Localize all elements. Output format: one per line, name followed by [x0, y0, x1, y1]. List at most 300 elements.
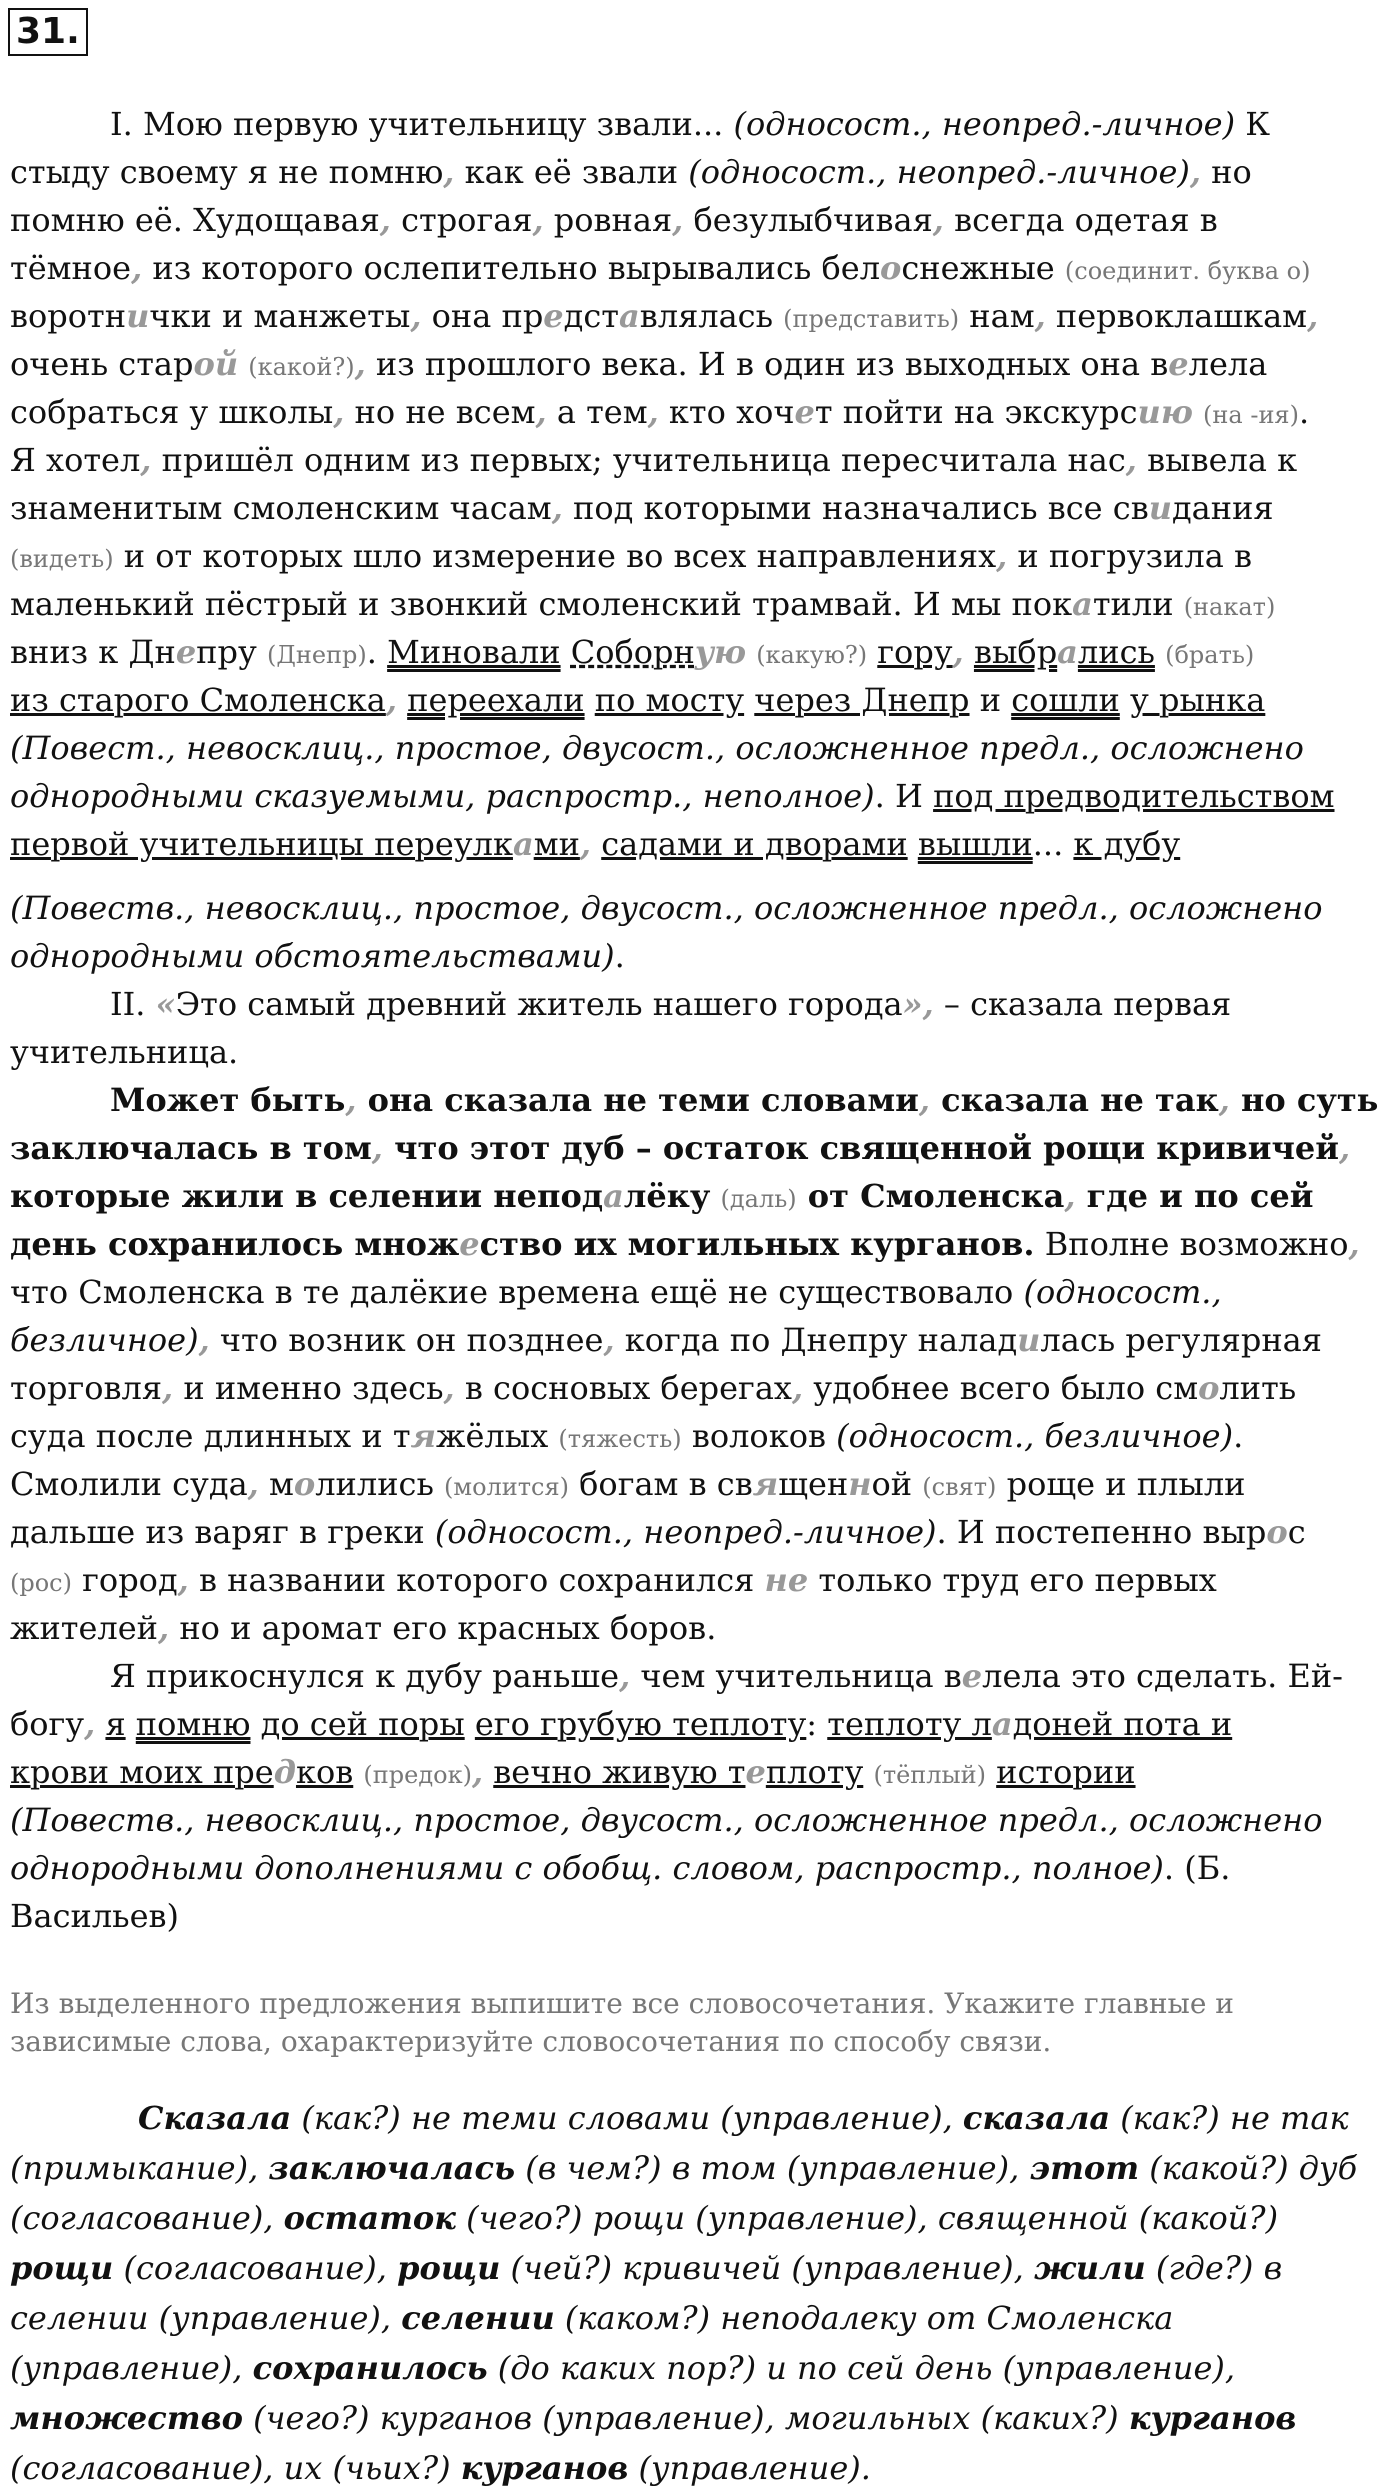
- text-segment: I. Мою первую учительницу звали...: [110, 105, 734, 143]
- answer-segment: этот: [1029, 2149, 1140, 2187]
- text-line: [10, 392, 1309, 435]
- text-segment: (соединит. буква о): [1064, 257, 1311, 285]
- text-segment: под которыми назначались все св: [562, 489, 1149, 527]
- text-segment: по мосту: [594, 681, 745, 719]
- text-line: [10, 296, 1318, 339]
- text-segment: стыду своему я не помню: [10, 153, 444, 191]
- text-segment: заключалась в том: [10, 1129, 372, 1167]
- text-segment: дания: [1171, 489, 1274, 527]
- answer-segment: Сказала: [138, 2099, 292, 2137]
- answer-segment: (управление).: [628, 2449, 871, 2487]
- text-segment: – сказала первая: [933, 985, 1232, 1023]
- text-segment: пру: [196, 633, 267, 671]
- text-segment: .: [1298, 393, 1310, 431]
- text-segment: (свят): [922, 1473, 997, 1501]
- text-segment: ,: [672, 201, 684, 239]
- text-segment: ,: [379, 201, 391, 239]
- text-line: [10, 344, 1267, 387]
- text-segment: кто хоч: [658, 393, 795, 431]
- text-segment: и: [1017, 1321, 1041, 1359]
- text-segment: через Днепр: [754, 681, 970, 719]
- text-segment: однородными обстоятельствами): [10, 937, 615, 975]
- text-segment: однородными дополнениями с обобщ. словом, распростр., полное): [10, 1849, 1164, 1887]
- text-segment: Соборн: [570, 633, 695, 671]
- text-line: [10, 632, 1254, 675]
- text-line: [10, 680, 1265, 720]
- text-line: [10, 1896, 179, 1936]
- text-segment: торговля: [10, 1369, 163, 1407]
- text-segment: м: [258, 1465, 294, 1503]
- text-segment: не: [764, 1561, 809, 1599]
- answer-segment: (согласование),: [113, 2249, 398, 2287]
- text-segment: в сосновых берегах: [454, 1369, 792, 1407]
- text-segment: город: [71, 1561, 178, 1599]
- answer-segment: (как?) не так: [1110, 2099, 1349, 2137]
- answer-segment: жили: [1033, 2249, 1146, 2287]
- text-segment: истории: [996, 1753, 1136, 1791]
- text-segment: из старого Смоленска: [10, 681, 386, 719]
- text-segment: ,: [1034, 297, 1046, 335]
- text-segment: [238, 345, 248, 383]
- answer-segment: рощи: [397, 2249, 501, 2287]
- text-segment: (на -ия): [1203, 401, 1299, 429]
- text-line: [10, 824, 1180, 864]
- text-segment: а: [512, 825, 534, 863]
- text-segment: .: [614, 937, 625, 975]
- text-segment: которые жили в селении непод: [10, 1177, 604, 1215]
- text-segment: от Смоленска: [796, 1177, 1065, 1215]
- text-segment: ,: [791, 1369, 804, 1407]
- text-segment: е: [794, 393, 815, 431]
- text-segment: первоклашкам: [1045, 297, 1308, 335]
- text-segment: лела это сделать. Ей-: [982, 1657, 1343, 1695]
- text-segment: ,: [1307, 297, 1319, 335]
- text-segment: К: [1235, 105, 1271, 143]
- text-segment: дальше из варяг в греки: [10, 1513, 435, 1551]
- text-segment: ,: [471, 1753, 484, 1791]
- text-segment: день сохранилось множ: [10, 1225, 460, 1263]
- text-segment: ,: [410, 297, 422, 335]
- text-segment: [483, 1753, 493, 1791]
- text-segment: переехали: [407, 681, 585, 719]
- text-segment: а: [603, 1177, 624, 1215]
- answer-segment: (управление),: [10, 2349, 253, 2387]
- text-segment: чки и манжеты: [149, 297, 411, 335]
- text-segment: что этот дуб – остаток священной рощи кривичей: [382, 1129, 1339, 1167]
- text-segment: знаменитым смоленским часам: [10, 489, 552, 527]
- text-segment: лёку: [623, 1177, 711, 1215]
- text-segment: лились: [315, 1465, 445, 1503]
- answer-line: [10, 2448, 871, 2488]
- text-segment: ков: [295, 1753, 354, 1791]
- text-segment: ,: [247, 1465, 259, 1503]
- text-segment: (односост.,: [1023, 1273, 1222, 1311]
- text-segment: а: [1057, 633, 1078, 671]
- answer-line: [10, 2148, 1357, 2188]
- text-segment: маленький пёстрый и звонкий смоленский трамвай. И мы пок: [10, 585, 1073, 623]
- text-segment: вывела к: [1136, 441, 1298, 479]
- text-segment: ,: [371, 1129, 383, 1167]
- text-segment: где и по сей: [1075, 1177, 1314, 1215]
- text-segment: лить: [1219, 1369, 1297, 1407]
- text-line: [10, 536, 1252, 579]
- text-segment: воротн: [10, 297, 127, 335]
- text-segment: ,: [1189, 153, 1201, 191]
- text-segment: . И: [874, 777, 934, 815]
- text-segment: пришёл одним из первых; учительница пересчитала нас: [151, 441, 1126, 479]
- text-segment: (Повест., невосклиц., простое, двусост., осложненное предл., осложнено: [10, 729, 1304, 767]
- text-segment: Это самый древний житель нашего города: [175, 985, 903, 1023]
- text-segment: [867, 633, 877, 671]
- text-segment: и: [126, 297, 150, 335]
- text-line: [10, 1416, 1243, 1459]
- text-segment: (какую?): [756, 641, 868, 669]
- text-segment: богам в св: [568, 1465, 753, 1503]
- text-segment: ство их могильных курганов.: [479, 1225, 1035, 1263]
- answer-segment: селении (управление),: [10, 2299, 402, 2337]
- text-segment: с: [1287, 1513, 1306, 1551]
- text-segment: ,: [177, 1561, 189, 1599]
- answer-line: [10, 2248, 1282, 2288]
- text-segment: ,: [603, 1321, 615, 1359]
- text-segment: но суть: [1229, 1081, 1379, 1119]
- text-segment: ,: [443, 153, 455, 191]
- text-segment: богу: [10, 1705, 85, 1743]
- text-segment: ,: [198, 1321, 210, 1359]
- text-segment: . (Б.: [1163, 1849, 1231, 1887]
- text-segment: о: [293, 1465, 316, 1503]
- text-segment: а тем: [546, 393, 648, 431]
- answer-segment: курганов: [1128, 2399, 1297, 2437]
- text-segment: .: [366, 633, 388, 671]
- text-line: [10, 1704, 1232, 1744]
- text-segment: ,: [579, 825, 592, 863]
- text-line: [10, 1848, 1230, 1888]
- text-line: [10, 488, 1274, 528]
- text-segment: . И постепенно выр: [936, 1513, 1267, 1551]
- text-segment: (односост., безличное): [836, 1417, 1234, 1455]
- text-segment: е: [175, 633, 197, 671]
- text-line: [10, 1272, 1222, 1312]
- text-line: [10, 1560, 1217, 1603]
- text-segment: [585, 681, 595, 719]
- text-segment: ,: [647, 393, 659, 431]
- text-segment: (даль): [720, 1185, 797, 1213]
- text-segment: первой учительницы переулк: [10, 825, 513, 863]
- text-segment: ,: [1218, 1081, 1230, 1119]
- text-segment: »: [902, 985, 923, 1023]
- text-line: [10, 1128, 1350, 1168]
- answer-segment: (согласование),: [10, 2199, 284, 2237]
- text-segment: (тёплый): [873, 1761, 986, 1789]
- text-segment: е: [459, 1225, 480, 1263]
- answer-segment: (примыкание),: [10, 2149, 269, 2187]
- text-segment: д: [273, 1753, 296, 1791]
- text-segment: ,: [162, 1369, 174, 1407]
- text-segment: чем учительница в: [630, 1657, 962, 1695]
- text-segment: у рынка: [1129, 681, 1266, 719]
- text-segment: снежные: [901, 249, 1065, 287]
- text-line: [10, 1800, 1323, 1840]
- text-segment: его грубую теплоту: [474, 1705, 807, 1743]
- text-segment: [710, 1177, 720, 1215]
- text-line: [10, 1608, 716, 1648]
- text-segment: когда по Днепру налад: [614, 1321, 1018, 1359]
- text-segment: лись: [1077, 633, 1155, 671]
- text-segment: Васильев): [10, 1897, 180, 1935]
- answer-segment: (чей?) кривичей (управление),: [500, 2249, 1034, 2287]
- text-line: [10, 1368, 1296, 1408]
- text-line: [10, 440, 1297, 480]
- text-segment: [397, 681, 407, 719]
- text-segment: ,: [158, 1609, 170, 1647]
- text-segment: и от которых шло измерение во всех направлениях: [113, 537, 997, 575]
- text-segment: нам: [959, 297, 1035, 335]
- text-segment: только труд его первых: [808, 1561, 1217, 1599]
- text-segment: (тяжесть): [558, 1425, 682, 1453]
- text-segment: е: [745, 1753, 766, 1791]
- text-line: [10, 936, 625, 976]
- text-segment: безличное): [10, 1321, 199, 1359]
- answer-line: [138, 2098, 1349, 2138]
- text-segment: ,: [84, 1705, 96, 1743]
- text-segment: а: [1072, 585, 1093, 623]
- text-segment: е: [543, 297, 564, 335]
- text-segment: «: [155, 985, 176, 1023]
- text-segment: из которого ослепительно вырывались бел: [142, 249, 881, 287]
- text-segment: (видеть): [10, 545, 114, 573]
- text-segment: Я прикоснулся к дубу раньше: [110, 1657, 620, 1695]
- text-line: [110, 1656, 1343, 1696]
- text-segment: ми: [533, 825, 580, 863]
- answer-segment: (какой?) дуб: [1139, 2149, 1358, 2187]
- answer-segment: (до каких пор?) и по сей день (управление),: [487, 2349, 1236, 2387]
- text-segment: но: [1201, 153, 1252, 191]
- text-segment: е: [961, 1657, 983, 1695]
- text-segment: ,: [532, 201, 544, 239]
- text-segment: (молится): [444, 1473, 569, 1501]
- text-segment: [126, 1705, 136, 1743]
- text-segment: выбр: [973, 633, 1058, 671]
- text-segment: Вполне возможно: [1034, 1225, 1349, 1263]
- text-segment: [986, 1753, 996, 1791]
- text-segment: ию: [1137, 393, 1193, 431]
- text-segment: вечно живую т: [493, 1753, 746, 1791]
- task-instruction: Из выделенного предложения выпишите все словосочетания. Укажите главные и зависимые слова, охарактеризуйте словосочетания по способу связи.: [10, 1987, 1234, 2058]
- text-line: [10, 728, 1304, 768]
- text-segment: ровная: [543, 201, 673, 239]
- answer-segment: заключалась: [268, 2149, 516, 2187]
- answer-segment: (в чем?) в том (управление),: [515, 2149, 1030, 2187]
- text-line: [10, 200, 1218, 240]
- text-segment: жителей: [10, 1609, 158, 1647]
- text-line: [10, 888, 1323, 928]
- text-segment: (Повеств., невосклиц., простое, двусост., осложненное предл., осложнено: [10, 1801, 1323, 1839]
- text-segment: ой: [871, 1465, 923, 1503]
- text-segment: вниз к Дн: [10, 633, 176, 671]
- text-segment: дст: [563, 297, 619, 335]
- text-segment: теплоту л: [827, 1705, 992, 1743]
- text-segment: роще и плыли: [996, 1465, 1246, 1503]
- text-segment: е: [1168, 345, 1189, 383]
- text-segment: ,: [932, 201, 944, 239]
- text-segment: ,: [333, 393, 345, 431]
- text-segment: всегда одетая в: [943, 201, 1218, 239]
- text-segment: плоту: [765, 1753, 864, 1791]
- text-segment: лела: [1188, 345, 1268, 383]
- text-line: [10, 776, 1335, 816]
- text-segment: [964, 633, 974, 671]
- text-segment: ой: [193, 345, 239, 383]
- text-segment: Я хотел: [10, 441, 141, 479]
- text-segment: о: [1198, 1369, 1220, 1407]
- answer-segment: курганов: [460, 2449, 629, 2487]
- text-segment: сошли: [1011, 681, 1120, 719]
- text-segment: но не всем: [344, 393, 536, 431]
- text-segment: Миновали: [387, 633, 561, 671]
- text-segment: что Смоленска в те далёкие времена ещё не существовало: [10, 1273, 1024, 1311]
- answer-segment: (чего?) рощи (управление), священной (какой?): [455, 2199, 1279, 2237]
- text-segment: как её звали: [454, 153, 689, 191]
- text-segment: тёмное: [10, 249, 132, 287]
- text-segment: и: [969, 681, 1012, 719]
- answer-line: [10, 2298, 1173, 2338]
- exercise-number: 31.: [8, 8, 88, 56]
- text-segment: ,: [619, 1657, 631, 1695]
- text-segment: ,: [996, 537, 1008, 575]
- text-segment: сказала не так: [930, 1081, 1219, 1119]
- text-segment: о: [880, 249, 902, 287]
- text-segment: к дубу: [1073, 825, 1181, 863]
- text-segment: под предводительством: [933, 777, 1335, 815]
- text-segment: жёлых: [436, 1417, 559, 1455]
- text-segment: очень стар: [10, 345, 194, 383]
- text-segment: я: [105, 1705, 126, 1743]
- text-segment: [908, 825, 918, 863]
- text-segment: (рос): [10, 1569, 72, 1597]
- text-segment: ,: [1339, 1129, 1351, 1167]
- text-segment: ,: [1348, 1225, 1360, 1263]
- text-segment: Смолили суда: [10, 1465, 248, 1503]
- text-segment: крови моих пре: [10, 1753, 274, 1791]
- text-line: [10, 152, 1252, 192]
- text-line: [10, 1032, 238, 1072]
- text-segment: а: [991, 1705, 1013, 1743]
- answer-segment: рощи: [10, 2249, 114, 2287]
- text-segment: (какой?): [248, 353, 355, 381]
- answer-segment: (каком?) неподалеку от Смоленска: [554, 2299, 1174, 2337]
- answer-segment: (согласование), их (чьих?): [10, 2449, 461, 2487]
- answer-segment: сказала: [962, 2099, 1111, 2137]
- answer-line: [10, 2348, 1235, 2388]
- text-line: [10, 1224, 1360, 1264]
- text-segment: ,: [918, 1081, 931, 1119]
- text-segment: (Повеств., невосклиц., простое, двусост., осложненное предл., осложнено: [10, 889, 1323, 927]
- text-segment: учительница.: [10, 1033, 239, 1071]
- text-segment: ,: [952, 633, 964, 671]
- answer-line: [10, 2198, 1278, 2238]
- text-segment: Может быть: [110, 1081, 346, 1119]
- text-segment: вышли: [917, 825, 1033, 863]
- text-segment: [465, 1705, 475, 1743]
- text-segment: она пр: [421, 297, 544, 335]
- text-line: [10, 1320, 1322, 1360]
- text-segment: собраться у школы: [10, 393, 334, 431]
- text-segment: .: [1233, 1417, 1244, 1455]
- text-segment: строгая: [390, 201, 533, 239]
- text-segment: ,: [140, 441, 152, 479]
- text-line: [110, 1080, 1378, 1120]
- text-segment: она сказала не теми словами: [356, 1081, 919, 1119]
- text-segment: из прошлого века. И в один из выходных она в: [365, 345, 1169, 383]
- text-segment: и погрузила в: [1007, 537, 1252, 575]
- answer-segment: (как?) не теми словами (управление),: [291, 2099, 963, 2137]
- text-segment: и: [1148, 489, 1172, 527]
- text-segment: в названии которого сохранился: [188, 1561, 765, 1599]
- text-line: [110, 104, 1270, 144]
- text-segment: о: [1266, 1513, 1288, 1551]
- text-segment: тили: [1092, 585, 1184, 623]
- text-line: [110, 984, 1231, 1024]
- text-segment: я: [410, 1417, 437, 1455]
- text-segment: до сей поры: [260, 1705, 465, 1743]
- text-segment: (представить): [783, 305, 960, 333]
- text-segment: но и аромат его красных боров.: [169, 1609, 717, 1647]
- text-segment: :: [806, 1705, 828, 1743]
- text-segment: ,: [385, 681, 397, 719]
- text-segment: [1155, 633, 1165, 671]
- text-segment: (брать): [1165, 641, 1255, 669]
- answer-segment: сохранилось: [252, 2349, 488, 2387]
- text-segment: ,: [1064, 1177, 1076, 1215]
- text-segment: [746, 633, 756, 671]
- text-segment: что возник он позднее: [209, 1321, 604, 1359]
- text-segment: (односост., неопред.-личное): [733, 105, 1236, 143]
- text-line: [10, 1752, 1136, 1795]
- text-line: [10, 1176, 1313, 1219]
- text-segment: помню: [135, 1705, 251, 1743]
- text-segment: ,: [443, 1369, 455, 1407]
- answer-line: [10, 2398, 1296, 2438]
- text-segment: суда после длинных и т: [10, 1417, 411, 1455]
- answer-segment: множество: [10, 2399, 243, 2437]
- text-segment: (односост., неопред.-личное): [688, 153, 1190, 191]
- text-segment: н: [848, 1465, 872, 1503]
- text-segment: [95, 1705, 105, 1743]
- text-segment: удобнее всего было см: [803, 1369, 1199, 1407]
- text-line: [10, 584, 1275, 627]
- text-segment: [863, 1753, 873, 1791]
- text-segment: садами и дворами: [601, 825, 908, 863]
- text-segment: помню её. Худощавая: [10, 201, 380, 239]
- text-segment: ,: [922, 985, 934, 1023]
- text-segment: волоков: [681, 1417, 837, 1455]
- text-segment: а: [618, 297, 640, 335]
- text-segment: доней пота и: [1012, 1705, 1233, 1743]
- answer-segment: (чего?) курганов (управление), могильных (каких?): [242, 2399, 1129, 2437]
- text-segment: [1193, 393, 1203, 431]
- text-segment: [250, 1705, 260, 1743]
- text-segment: ,: [1125, 441, 1137, 479]
- text-segment: ую: [694, 633, 747, 671]
- text-segment: ,: [345, 1081, 357, 1119]
- text-segment: [353, 1753, 363, 1791]
- text-segment: я: [752, 1465, 779, 1503]
- text-segment: [591, 825, 601, 863]
- text-segment: щен: [778, 1465, 849, 1503]
- text-segment: II.: [110, 985, 156, 1023]
- answer-segment: селении: [401, 2299, 555, 2337]
